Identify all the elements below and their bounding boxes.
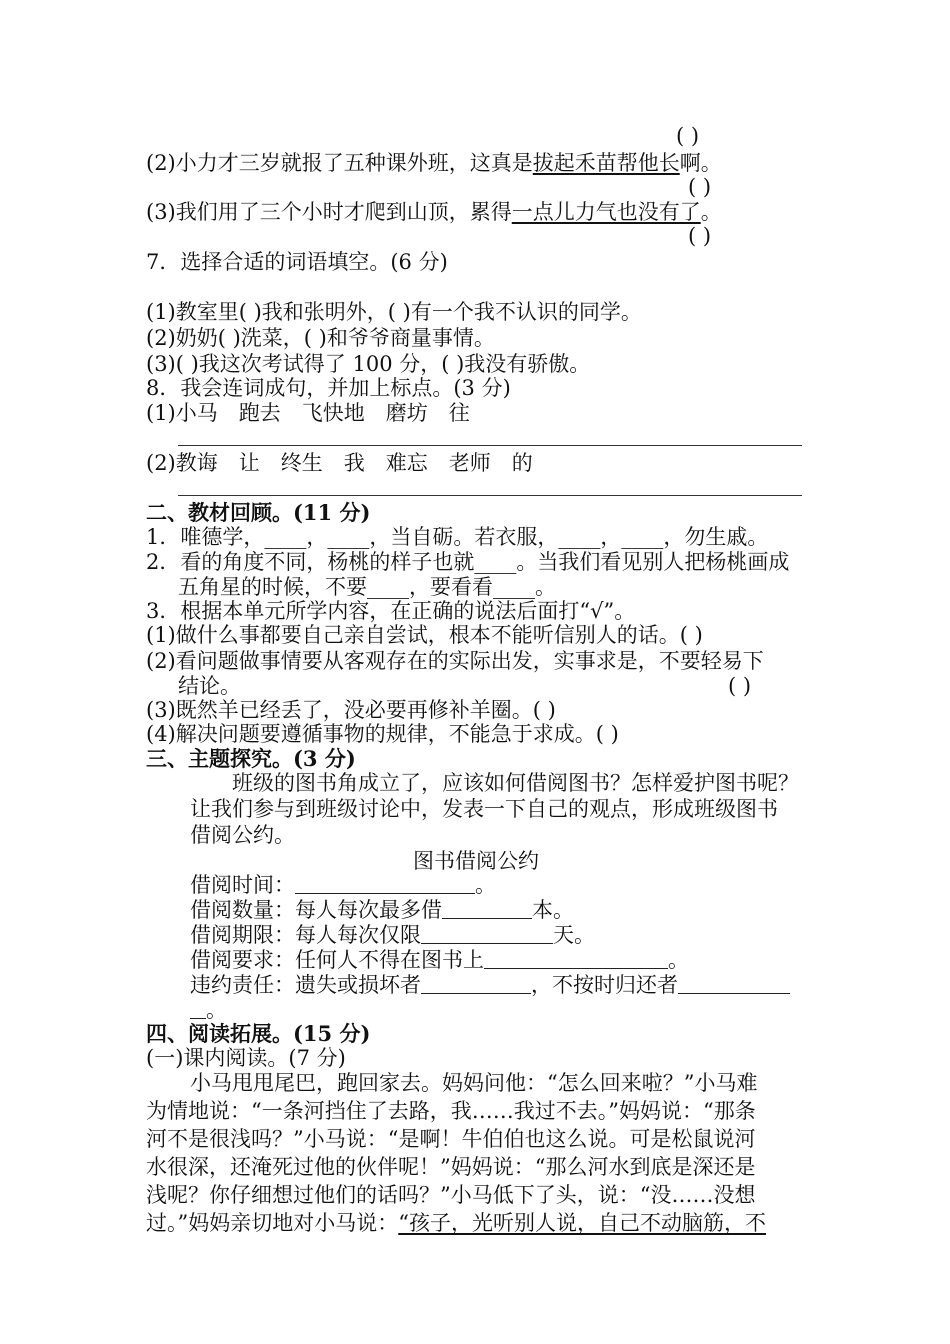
q7-item-3[interactable]: (3)( )我这次考试得了 100 分，( )我没有骄傲。 [146, 352, 591, 376]
convention-field-liability: 违约责任：遗失或损坏者 ，不按时归还者 [190, 972, 790, 998]
fill-blank-quantity[interactable] [442, 900, 532, 919]
convention-title: 图书借阅公约 [413, 849, 539, 873]
sec2-q3-item-3[interactable]: (3)既然羊已经丢了，没必要再修补羊圈。( ) [146, 698, 556, 722]
fill-blank-period[interactable] [421, 925, 553, 944]
q7-item-2[interactable]: (2)奶奶( )洗菜，( )和爷爷商量事情。 [146, 326, 495, 350]
sec2-q3-item-1[interactable]: (1)做什么事都要自己亲自尝试，根本不能听信别人的话。( ) [146, 623, 703, 647]
fill-blank-requirement[interactable] [484, 950, 668, 969]
section-3-heading: 三、主题探究。(3 分) [146, 746, 356, 771]
sec2-q3-item-2-cont: 结论。 [178, 674, 241, 698]
q8-item-1: (1)小马 跑去 飞快地 磨坊 往 [146, 401, 470, 425]
convention-field-liability-cont: 。 [190, 997, 227, 1023]
passage-line-5: 浅呢？你仔细想过他们的话吗？”小马低下了头，说：“没……没想 [146, 1183, 756, 1207]
answer-paren-q6-2[interactable]: ( ) [688, 175, 712, 199]
reading-passage [146, 1069, 810, 1237]
passage-line-2: 为情地说：“一条河挡住了去路，我……我过不去。”妈妈说：“那条 [146, 1099, 756, 1123]
fill-blank-time[interactable] [295, 875, 475, 894]
convention-field-period: 借阅期限：每人每次仅限 天。 [190, 923, 595, 947]
passage-line-3: 河不是很浅吗？”小马说：“是啊！牛伯伯也这么说。可是松鼠说河 [146, 1127, 756, 1151]
answer-paren-sec2-q3-2[interactable]: ( ) [728, 674, 752, 698]
passage-line-1: 小马甩甩尾巴，跑回家去。妈妈问他：“怎么回来啦？”小马难 [190, 1071, 758, 1095]
sec2-q1[interactable]: 1．唯德学，____，____，当自砺。若衣服，____，____，勿生戚。 [146, 525, 769, 549]
answer-paren-q6-1[interactable]: ( ) [676, 124, 700, 148]
section-2-heading: 二、教材回顾。(11 分) [146, 500, 371, 525]
q8-heading: 8．我会连词成句，并加上标点。(3 分) [146, 376, 511, 400]
q6-item-3: (3)我们用了三个小时才爬到山顶，累得一点儿力气也没有了。 [146, 200, 722, 224]
sec3-intro-1: 班级的图书角成立了，应该如何借阅图书？怎样爱护图书呢？ [232, 771, 799, 795]
answer-line-q8-2[interactable] [178, 495, 802, 496]
sec4-sub-1: (一)课内阅读。(7 分) [146, 1046, 346, 1070]
idiom-underlined: 拔起禾苗帮他长 [532, 151, 680, 175]
q7-heading: 7．选择合适的词语填空。(6 分) [146, 250, 448, 274]
sec2-q2-line2[interactable]: 五角星的时候，不要____，要看看____。 [178, 575, 556, 599]
q8-item-2: (2)教诲 让 终生 我 难忘 老师 的 [146, 451, 533, 475]
fill-blank-liability-2[interactable] [678, 975, 790, 994]
sec2-q3-item-4[interactable]: (4)解决问题要遵循事物的规律，不能急于求成。( ) [146, 722, 619, 746]
q7-item-1[interactable]: (1)教室里( )我和张明外，( )有一个我不认识的同学。 [146, 300, 642, 324]
answer-paren-q6-3[interactable]: ( ) [688, 224, 712, 248]
sec3-intro-2: 让我们参与到班级讨论中，发表一下自己的观点，形成班级图书 [190, 797, 778, 821]
sec3-intro-3: 借阅公约。 [190, 823, 295, 847]
fill-blank-liability-1[interactable] [421, 975, 531, 994]
passage-line-4: 水很深，还淹死过他的伙伴呢！”妈妈说：“那么河水到底是深还是 [146, 1155, 756, 1179]
fill-blank-liability-2-cont[interactable] [190, 1000, 206, 1019]
section-4-heading: 四、阅读拓展。(15 分) [146, 1021, 371, 1046]
sec2-q3-item-2: (2)看问题做事情要从客观存在的实际出发，实事求是，不要轻易下 [146, 649, 764, 673]
sec2-q2-line1[interactable]: 2．看的角度不同，杨桃的样子也就____。当我们看见别人把杨桃画成 [146, 550, 790, 574]
phrase-underlined: 一点儿力气也没有了 [511, 200, 701, 224]
answer-line-q8-1[interactable] [178, 445, 802, 446]
convention-field-quantity: 借阅数量：每人每次最多借 本。 [190, 898, 574, 922]
convention-field-requirement: 借阅要求：任何人不得在图书上 。 [190, 948, 689, 972]
q6-item-2: (2)小力才三岁就报了五种课外班，这真是拔起禾苗帮他长啊。 [146, 151, 722, 175]
passage-underlined-sentence: “孩子，光听别人说，自己不动脑筋，不 [398, 1211, 766, 1235]
passage-line-6: 过。”妈妈亲切地对小马说：“孩子，光听别人说，自己不动脑筋，不 [146, 1211, 766, 1235]
sec2-q3: 3．根据本单元所学内容，在正确的说法后面打“√”。 [146, 599, 636, 623]
convention-field-time: 借阅时间： 。 [190, 873, 496, 897]
